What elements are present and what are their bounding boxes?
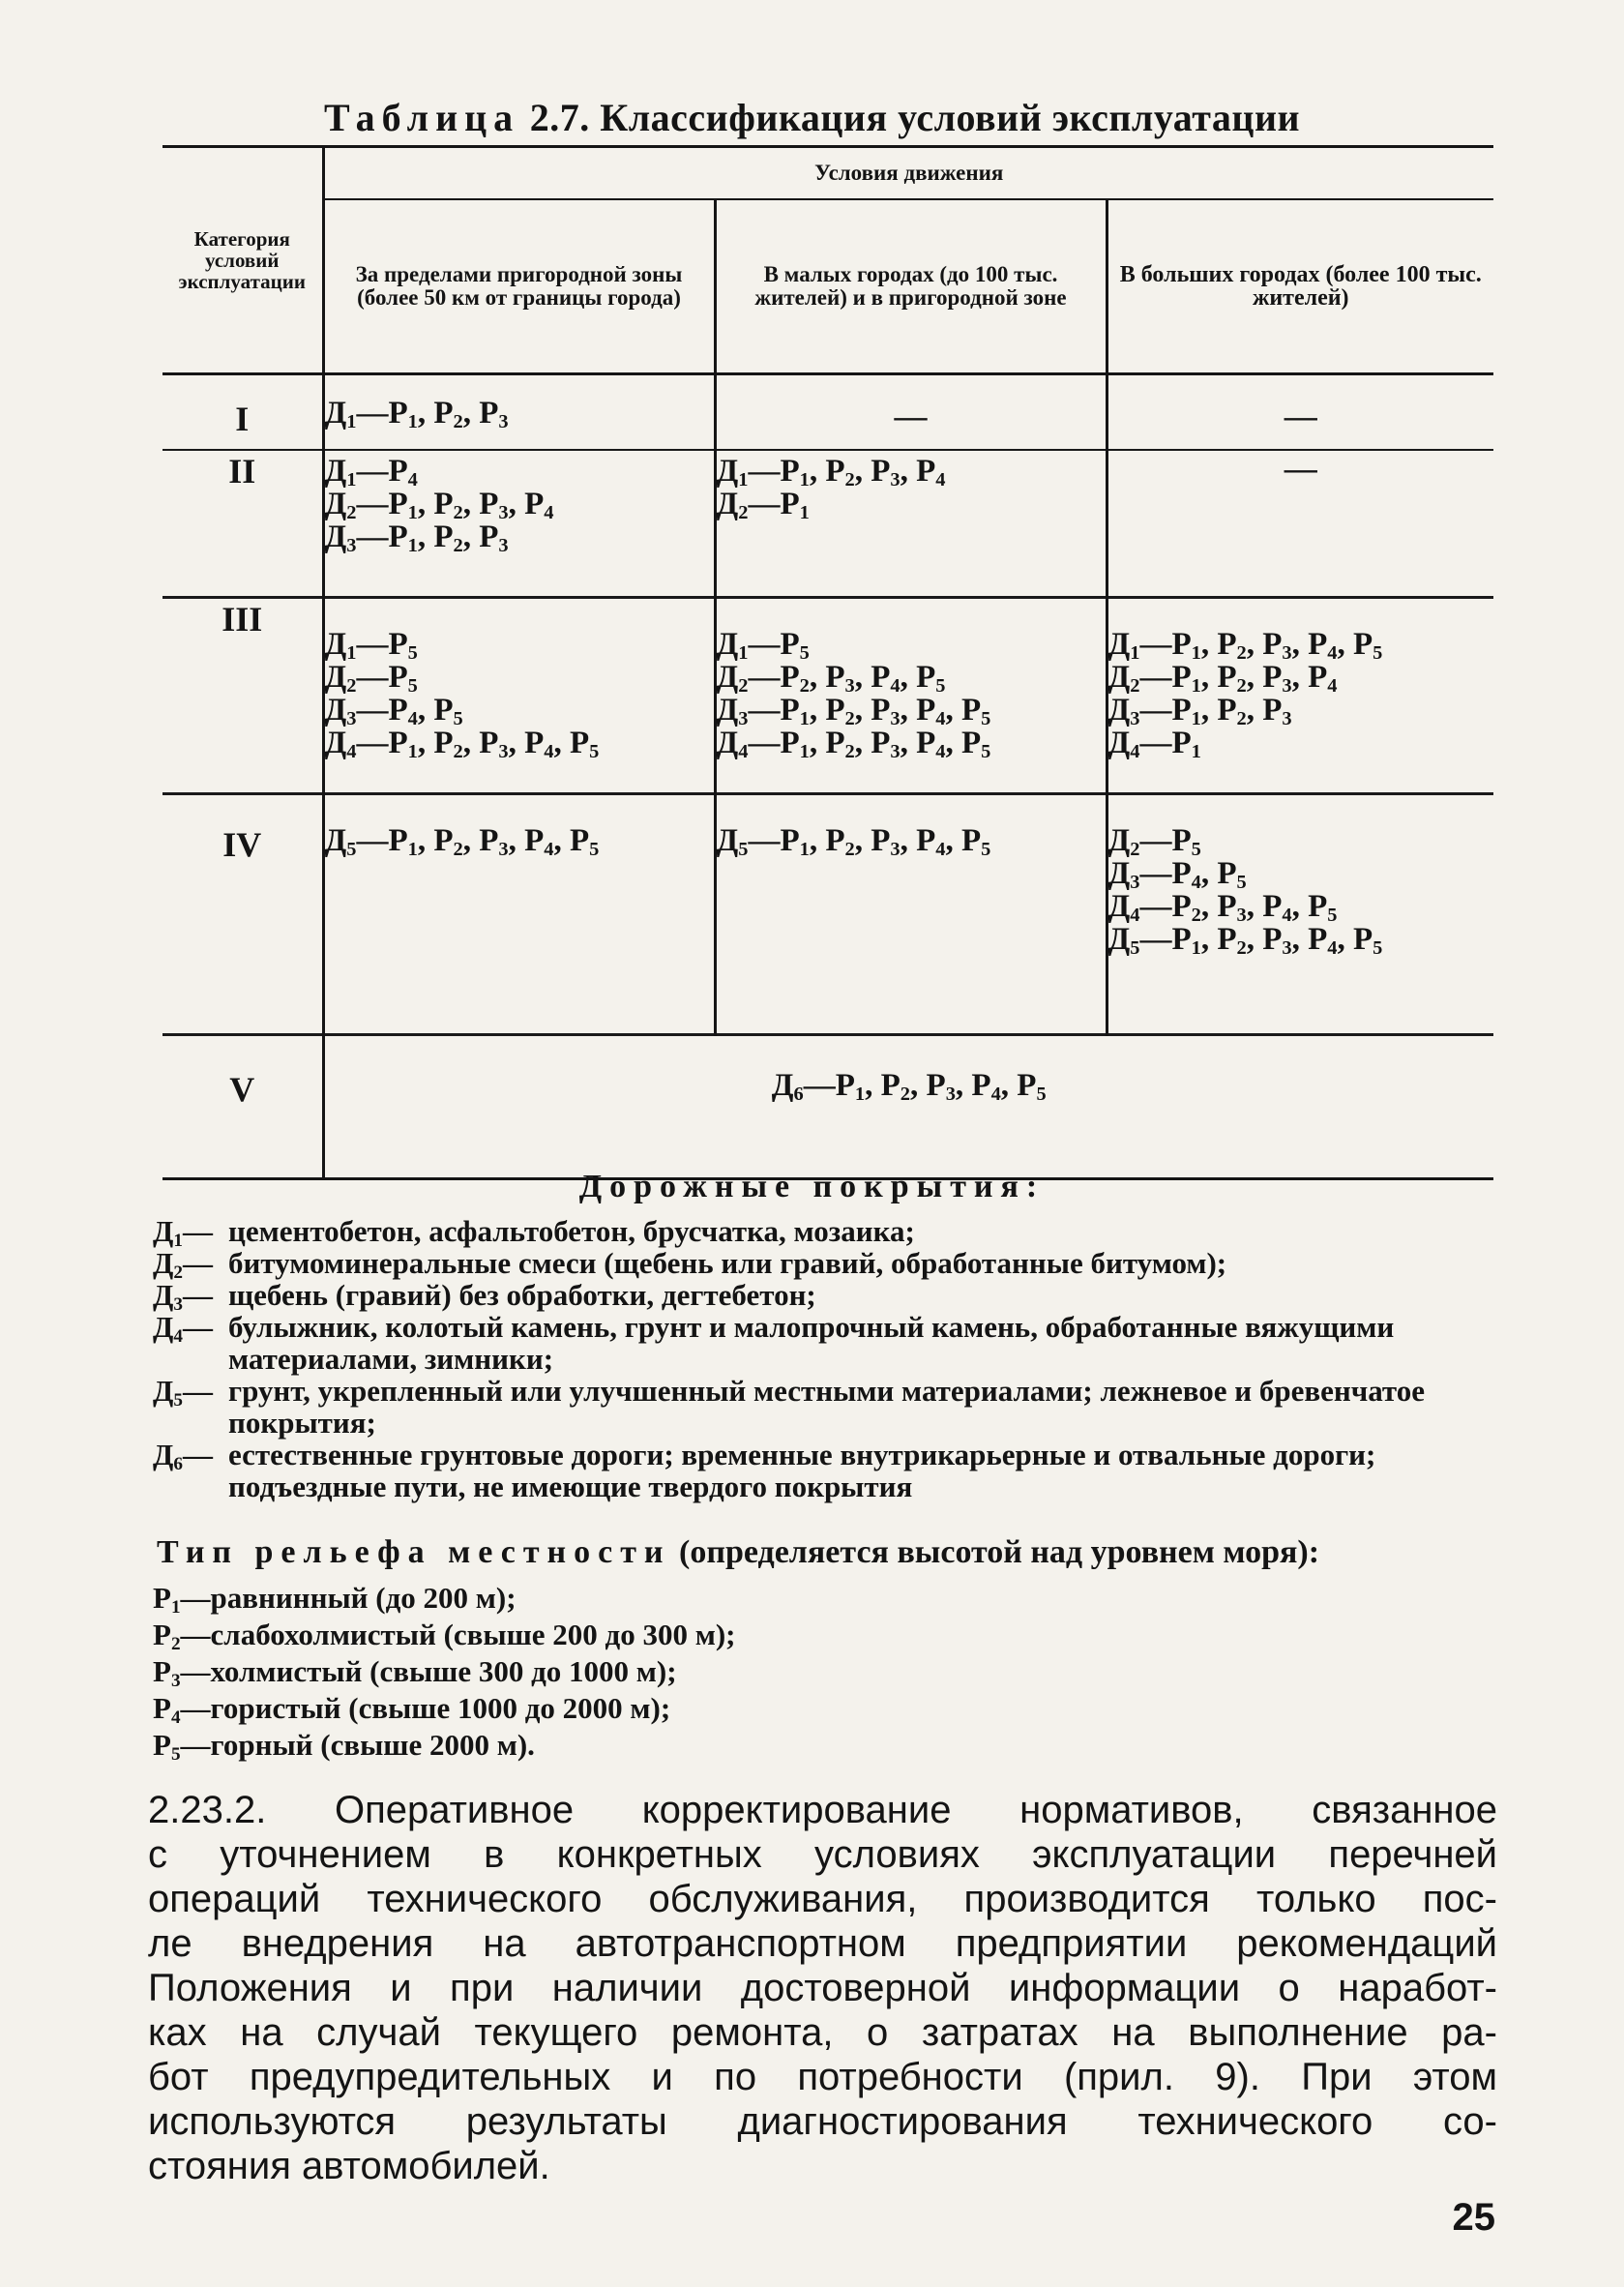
legend-item: $Д_2—$ битумоминеральные смеси (щебень или гравий, обработанные битумом); <box>153 1246 1227 1283</box>
cell-line: $Д_2—Р_1$ <box>716 487 810 524</box>
header-col-suburban: За пределами пригородной зоны (более 50 км от границы города) <box>355 262 683 310</box>
table-row <box>162 794 1493 1035</box>
table-row <box>162 598 1493 794</box>
cell <box>715 794 1107 1035</box>
table-row <box>162 450 1493 598</box>
header-col-small-cities: В малых городах (до 100 тыс. жителей) и в пригородной зоне <box>715 199 1107 374</box>
legend-item: $Д_3—$ щебень (гравий) без обработки, дегтебетон; <box>153 1278 816 1315</box>
cell <box>323 794 715 1035</box>
cell-line: $Д_5—Р_1$, $Р_2$, $Р_3$, $Р_4$, $Р_5$ <box>1107 922 1383 960</box>
category-cell: II <box>162 450 323 598</box>
relief-title: Тип рельефа местности (определяется высотой над уровнем моря): <box>157 1534 1320 1570</box>
cell <box>1107 598 1493 794</box>
cell-line: $Д_3—Р_1$, $Р_2$, $Р_3$, $Р_4$, $Р_5$ <box>716 693 991 730</box>
cell-line: $Д_4—Р_1$, $Р_2$, $Р_3$, $Р_4$, $Р_5$ <box>324 726 600 763</box>
cell-line: $Д_3—Р_1$, $Р_2$, $Р_3$ <box>324 520 509 557</box>
header-category: Категория условий эксплуатации <box>162 147 323 374</box>
cell-empty: — <box>715 374 1107 451</box>
cell-line: $Д_3—Р_4$, $Р_5$ <box>1107 856 1247 894</box>
table-row <box>162 1035 1493 1179</box>
relief-item: $Р_4—гористый$ (свыше 1000 до 2000 м); <box>153 1691 671 1728</box>
legend-item: $Д_1—$ цементобетон, асфальтобетон, брусчатка, мозаика; <box>153 1214 915 1251</box>
legend-item: $Д_6—$ естественные грунтовые дороги; временные внутрикарьерные и отвальные дороги; подъездные пути, не имеющие твердого покрытия <box>153 1438 1376 1503</box>
legend-item: $Д_4—$ булыжник, колотый камень, грунт и малопрочный камень, обработанные вяжущими материалами, зимники; <box>153 1310 1395 1376</box>
cell-line: $Д_2—Р_2$, $Р_3$, $Р_4$, $Р_5$ <box>716 660 946 698</box>
cell <box>323 450 715 598</box>
header-col-large-cities: В больших городах (более 100 тыс. жителей) <box>1107 199 1493 374</box>
relief-item: $Р_1—равнинный$ (до 200 м); <box>153 1581 517 1618</box>
cell <box>1107 794 1493 1035</box>
relief-item: $Р_5—горный$ (свыше 2000 м). <box>153 1728 535 1765</box>
cell-empty: — <box>1107 374 1493 451</box>
cell-line: $Д_1—Р_5$ <box>716 627 810 665</box>
relief-item: $Р_2—слабохолмистый$ (свыше 200 до 300 м); <box>153 1618 736 1654</box>
table-title: Таблица 2.7. Классификация условий эксплуатации <box>323 96 1301 139</box>
cell-line: $Д_4—Р_2$, $Р_3$, $Р_4$, $Р_5$ <box>1107 889 1338 927</box>
cell-line: $Д_2—Р_1$, $Р_2$, $Р_3$, $Р_4$ <box>1107 660 1338 698</box>
legend-title: Дорожные покрытия: <box>578 1169 1046 1204</box>
page-number: 25 <box>1452 2196 1495 2239</box>
table-row <box>162 374 1493 451</box>
cell-line: $Д_3—Р_1$, $Р_2$, $Р_3$ <box>1107 693 1292 730</box>
category-cell: IV <box>162 794 323 1035</box>
cell-line: $Д_2—Р_1$, $Р_2$, $Р_3$, $Р_4$ <box>324 487 554 524</box>
cell <box>715 450 1107 598</box>
cell-line: $Д_1—Р_4$ <box>324 454 418 491</box>
legend-list <box>153 1215 1502 1502</box>
cell-line: $Д_2—Р_5$ <box>324 660 418 698</box>
category-cell: III <box>162 598 323 794</box>
header-conditions: Условия движения <box>323 147 1493 200</box>
cell-line: $Д_5—Р_1$, $Р_2$, $Р_3$, $Р_4$, $Р_5$ <box>716 823 991 861</box>
cell-line: $Д_1—Р_1$, $Р_2$, $Р_3$ <box>324 396 509 433</box>
relief-item: $Р_3—холмистый$ (свыше 300 до 1000 м); <box>153 1654 677 1691</box>
cell <box>323 598 715 794</box>
legend-item: $Д_5—$ грунт, укрепленный или улучшенный местными материалами; лежневое и бревенчатое покрытия; <box>153 1374 1425 1440</box>
cell <box>715 598 1107 794</box>
cell-empty: — <box>1107 450 1493 598</box>
body-paragraph: 2.23.2. Оперативное корректирование нормативов, связанное с уточнением в конкретных условиях эксплуатации перечней операций технического обслуживания, производится только пос- ле внедрения на автотранспортном предприятии рекомендаций Положения и при наличии достоверной информации о наработ- ках на случай текущего ремонта, о затратах на выполнение ра- бот предупредительных и по потребности (прил. 9). При этом используются результаты диагностирования технического со- стояния автомобилей. <box>148 1789 1497 2187</box>
cell-line: $Д_1—Р_1$, $Р_2$, $Р_3$, $Р_4$, $Р_5$ <box>1107 627 1383 665</box>
cell-merged: $Д_6—Р_1$, $Р_2$, $Р_3$, $Р_4$, $Р_5$ <box>771 1068 1047 1106</box>
cell-line: $Д_3—Р_4$, $Р_5$ <box>324 693 463 730</box>
category-cell: I <box>162 374 323 451</box>
cell-line: $Д_5—Р_1$, $Р_2$, $Р_3$, $Р_4$, $Р_5$ <box>324 823 600 861</box>
cell-line: $Д_2—Р_5$ <box>1107 823 1201 861</box>
cell-line: $Д_4—Р_1$ <box>1107 726 1201 763</box>
classification-table <box>162 145 1493 1180</box>
cell <box>323 374 715 451</box>
cell-line: $Д_1—Р_5$ <box>324 627 418 665</box>
cell-line: $Д_1—Р_1$, $Р_2$, $Р_3$, $Р_4$ <box>716 454 946 491</box>
category-cell: V <box>162 1035 323 1179</box>
cell-line: $Д_4—Р_1$, $Р_2$, $Р_3$, $Р_4$, $Р_5$ <box>716 726 991 763</box>
